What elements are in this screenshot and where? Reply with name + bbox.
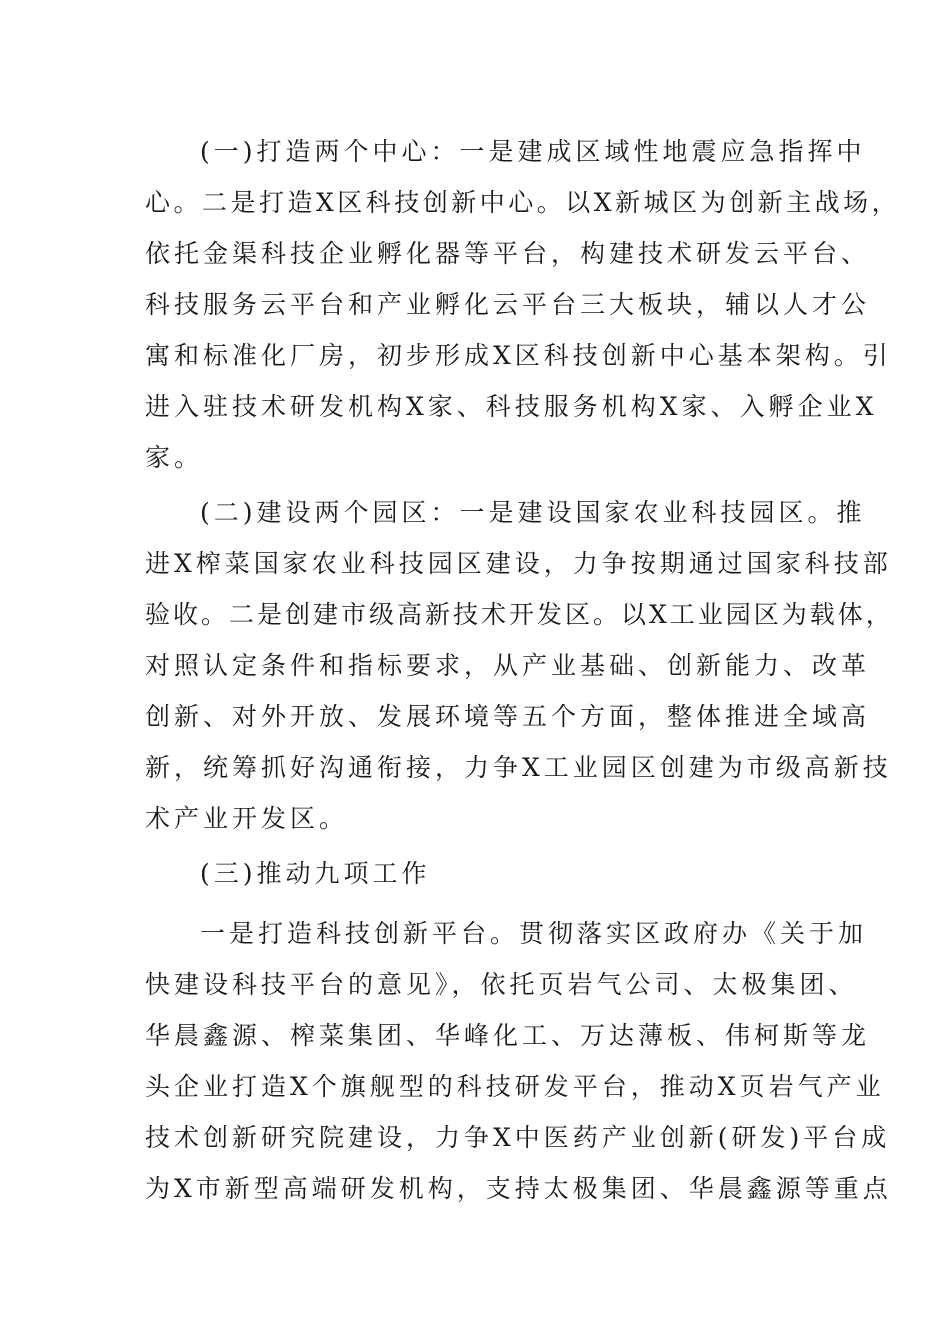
paragraph-4-line-6: 为X市新型高端研发机构，支持太极集团、华晨鑫源等重点 xyxy=(145,1174,892,1203)
paragraph-4-line-3: 华晨鑫源、榨菜集团、华峰化工、万达薄板、伟柯斯等龙 xyxy=(145,1021,871,1050)
paragraph-2-line-5: 创新、对外开放、发展环境等五个方面，整体推进全域高 xyxy=(145,702,871,731)
paragraph-1-line-1: (一)打造两个中心：一是建成区域性地震应急指挥中 xyxy=(200,137,866,166)
paragraph-4-line-1: 一是打造科技创新平台。贯彻落实区政府办《关于加 xyxy=(200,919,868,948)
paragraph-1-line-4: 科技服务云平台和产业孵化云平台三大板块，辅以人才公 xyxy=(145,290,871,319)
paragraph-1-line-3: 依托金渠科技企业孵化器等平台，构建技术研发云平台、 xyxy=(145,239,871,268)
paragraph-2-line-7: 术产业开发区。 xyxy=(145,804,349,833)
paragraph-1-line-7: 家。 xyxy=(145,443,204,472)
paragraph-4-line-4: 头企业打造X个旗舰型的科技研发平台，推动X页岩气产业 xyxy=(145,1072,885,1101)
paragraph-1-line-6: 进入驻技术研发机构X家、科技服务机构X家、入孵企业X xyxy=(145,392,878,421)
paragraph-2-line-6: 新，统筹抓好沟通衔接，力争X工业园区创建为市级高新技 xyxy=(145,753,892,782)
section-3-heading: (三)推动九项工作 xyxy=(200,859,431,888)
paragraph-1-line-5: 寓和标准化厂房，初步形成X区科技创新中心基本架构。引 xyxy=(145,341,892,370)
paragraph-2-line-2: 进X榨菜国家农业科技园区建设，力争按期通过国家科技部 xyxy=(145,549,892,578)
paragraph-2-line-1: (二)建设两个园区：一是建设国家农业科技园区。推 xyxy=(200,498,866,527)
paragraph-4-line-2: 快建设科技平台的意见》，依托页岩气公司、太极集团、 xyxy=(145,970,858,999)
paragraph-2-line-4: 对照认定条件和指标要求，从产业基础、创新能力、改革 xyxy=(145,651,871,680)
paragraph-1-line-2: 心。二是打造X区科技创新中心。以X新城区为创新主战场， xyxy=(145,188,901,217)
paragraph-4-line-5: 技术创新研究院建设，力争X中医药产业创新(研发)平台成 xyxy=(145,1123,891,1152)
paragraph-2-line-3: 验收。二是创建市级高新技术开发区。以X工业园区为载体， xyxy=(145,600,894,629)
